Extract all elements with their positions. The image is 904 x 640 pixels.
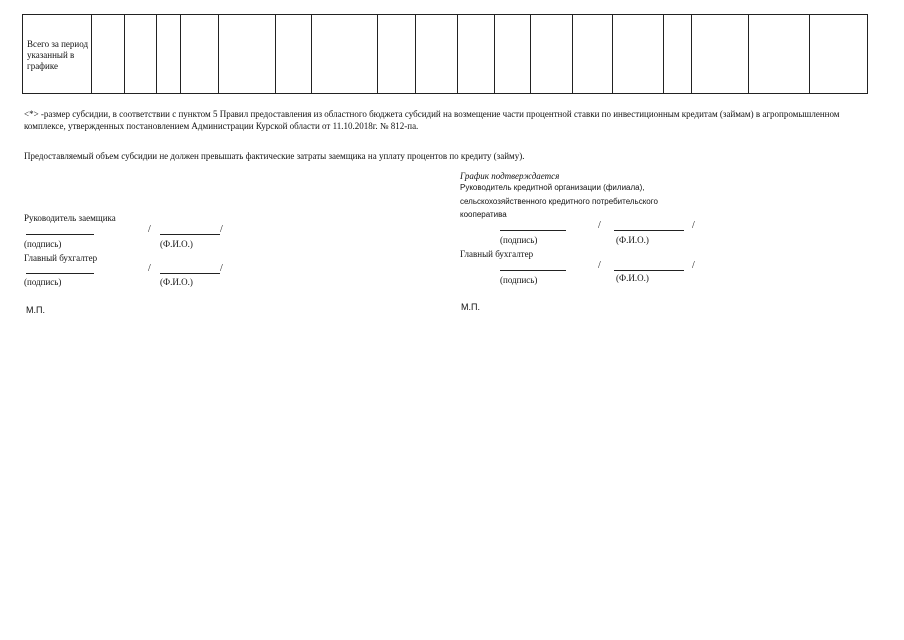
note-text: Предоставляемый объем субсидии не должен превышать фактические затраты заемщика на уплату процентов по кредиту (займу). [24,151,525,161]
credit-org-head-label: Руководитель кредитной организации (филиала), [460,183,645,192]
fio-caption: (Ф.И.О.) [160,239,193,249]
table-divider [415,15,416,93]
stamp-mark: М.П. [461,302,480,312]
separator-slash: / [692,260,695,271]
table-divider [748,15,749,93]
signature-line[interactable] [26,273,94,274]
fio-line[interactable] [614,270,684,271]
fio-line[interactable] [614,230,684,231]
table-divider [663,15,664,93]
table-divider [311,15,312,93]
subsidy-table-total-row [22,14,868,94]
fio-caption: (Ф.И.О.) [616,273,649,283]
chief-accountant-label: Главный бухгалтер [460,249,534,259]
credit-org-head-label: сельскохозяйственного кредитного потребительского [460,197,658,206]
table-cell-total-label: Всего за период указанный в графике [27,39,89,71]
signature-line[interactable] [500,270,566,271]
table-divider [457,15,458,93]
separator-slash: / [692,220,695,231]
separator-slash: / [598,260,601,271]
fio-caption: (Ф.И.О.) [616,235,649,245]
table-divider [124,15,125,93]
table-divider [691,15,692,93]
schedule-confirmed-label: График подтверждается [460,171,560,181]
table-divider [91,15,92,93]
separator-slash: / [220,224,223,235]
fio-line[interactable] [160,273,220,274]
table-divider [180,15,181,93]
separator-slash: / [220,263,223,274]
table-divider [156,15,157,93]
podpis-caption: (подпись) [500,235,538,245]
footnote-text: <*> -размер субсидии, в соответствии с пунктом 5 Правил предоставления из областного бюджета субсидий на возмещение части процентной ставки по инвестиционным кредитам (займам) в агропромышленном комплексе, утвержденных постановлением Администрации Курской области от 11.10.2018г. № 812-па. [24,109,840,131]
table-divider [494,15,495,93]
table-divider [218,15,219,93]
separator-slash: / [148,224,151,235]
credit-org-head-label: кооператива [460,210,507,219]
separator-slash: / [148,263,151,274]
podpis-caption: (подпись) [500,275,538,285]
signature-line[interactable] [26,234,94,235]
table-divider [275,15,276,93]
podpis-caption: (подпись) [24,239,62,249]
fio-caption: (Ф.И.О.) [160,277,193,287]
podpis-caption: (подпись) [24,277,62,287]
borrower-head-label: Руководитель заемщика [24,213,116,223]
table-divider [572,15,573,93]
table-divider [377,15,378,93]
stamp-mark: М.П. [26,305,45,315]
chief-accountant-label: Главный бухгалтер [24,253,98,263]
fio-line[interactable] [160,234,220,235]
table-divider [809,15,810,93]
separator-slash: / [598,220,601,231]
table-divider [530,15,531,93]
table-divider [612,15,613,93]
signature-line[interactable] [500,230,566,231]
